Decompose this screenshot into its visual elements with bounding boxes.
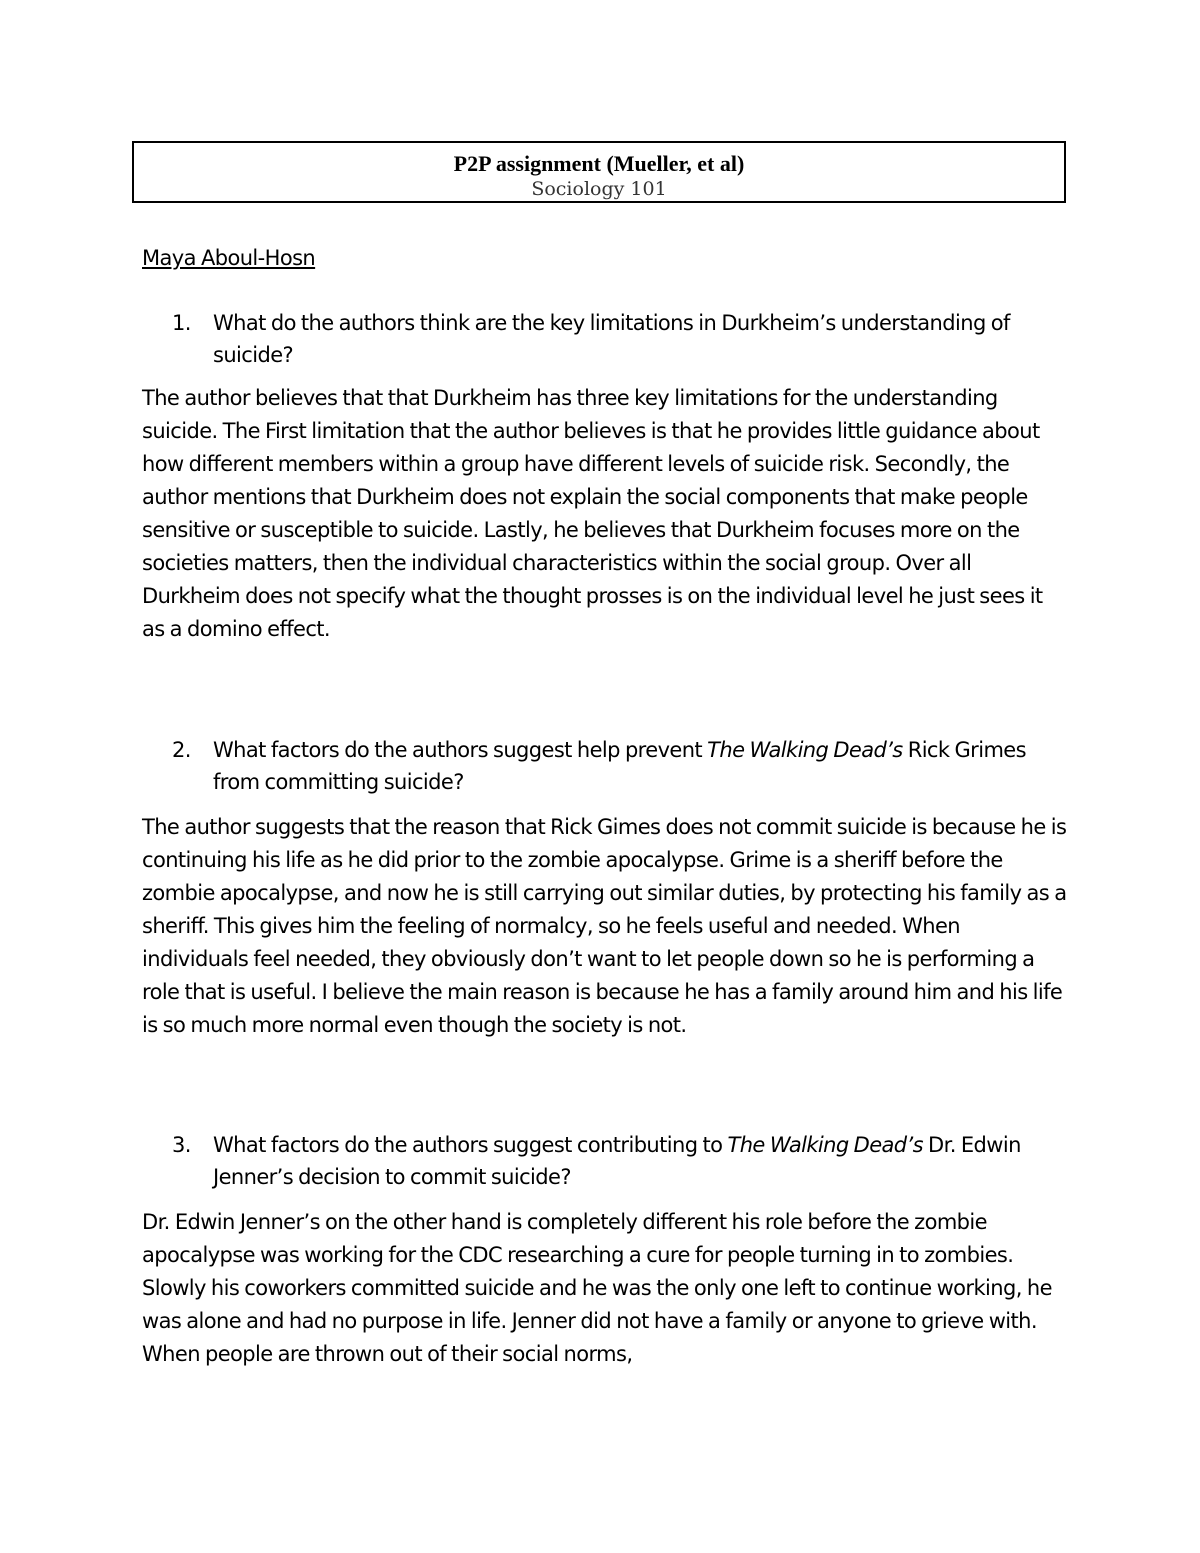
course-name: Sociology 101: [531, 178, 667, 200]
title-box: [132, 141, 1066, 203]
question-text: [213, 1129, 1072, 1193]
question-number: 3.: [172, 1133, 191, 1157]
assignment-title: P2P assignment (Mueller, et al): [453, 151, 745, 176]
question-text-start: What factors do the authors suggest help prevent: [213, 738, 708, 762]
question-text: [213, 734, 1072, 798]
question-text-end: Rick Grimes from committing suicide?: [213, 738, 1026, 794]
question-text-end: Dr. Edwin Jenner’s decision to commit suicide?: [213, 1133, 1021, 1189]
show-title: The Walking Dead’s: [707, 738, 903, 762]
question-text-start: What factors do the authors suggest contributing to: [213, 1133, 728, 1157]
question-2: [172, 734, 1072, 798]
question-1: [172, 307, 1072, 371]
question-3: [172, 1129, 1072, 1193]
answer-3: Dr. Edwin Jenner’s on the other hand is completely different his role before the zombie apocalypse was working for the CDC researching a cure for people turning in to zombies. Slowly his coworkers committed suicide and he was the only one left to continue working, he was alone and had no purpose in life. Jenner did not have a family or anyone to grieve with. When people are thrown out of their social norms,: [142, 1210, 1052, 1366]
question-number: 1.: [172, 311, 191, 335]
answer-1: The author believes that that Durkheim has three key limitations for the understanding suicide. The First limitation that the author believes is that he provides little guidance about how different members within a group have different levels of suicide risk. Secondly, the author mentions that Durkheim does not explain the social components that make people sensitive or susceptible to suicide. Lastly, he believes that Durkheim focuses more on the societies matters, then the individual characteristics within the social group. Over all Durkheim does not specify what the thought prosses is on the individual level he just sees it as a domino effect.: [142, 386, 1043, 641]
question-text: What do the authors think are the key limitations in Durkheim’s understanding of suicide?: [213, 311, 1010, 367]
show-title: The Walking Dead’s: [727, 1133, 923, 1157]
author-name: Maya Aboul-Hosn: [142, 246, 316, 270]
question-number: 2.: [172, 738, 191, 762]
answer-2: The author suggests that the reason that Rick Gimes does not commit suicide is because he is continuing his life as he did prior to the zombie apocalypse. Grime is a sheriff before the zombie apocalypse, and now he is still carrying out similar duties, by protecting his family as a sheriff. This gives him the feeling of normalcy, so he feels useful and needed. When individuals feel needed, they obviously don’t want to let people down so he is performing a role that is useful. I believe the main reason is because he has a family around him and his life is so much more normal even though the society is not.: [142, 815, 1067, 1037]
